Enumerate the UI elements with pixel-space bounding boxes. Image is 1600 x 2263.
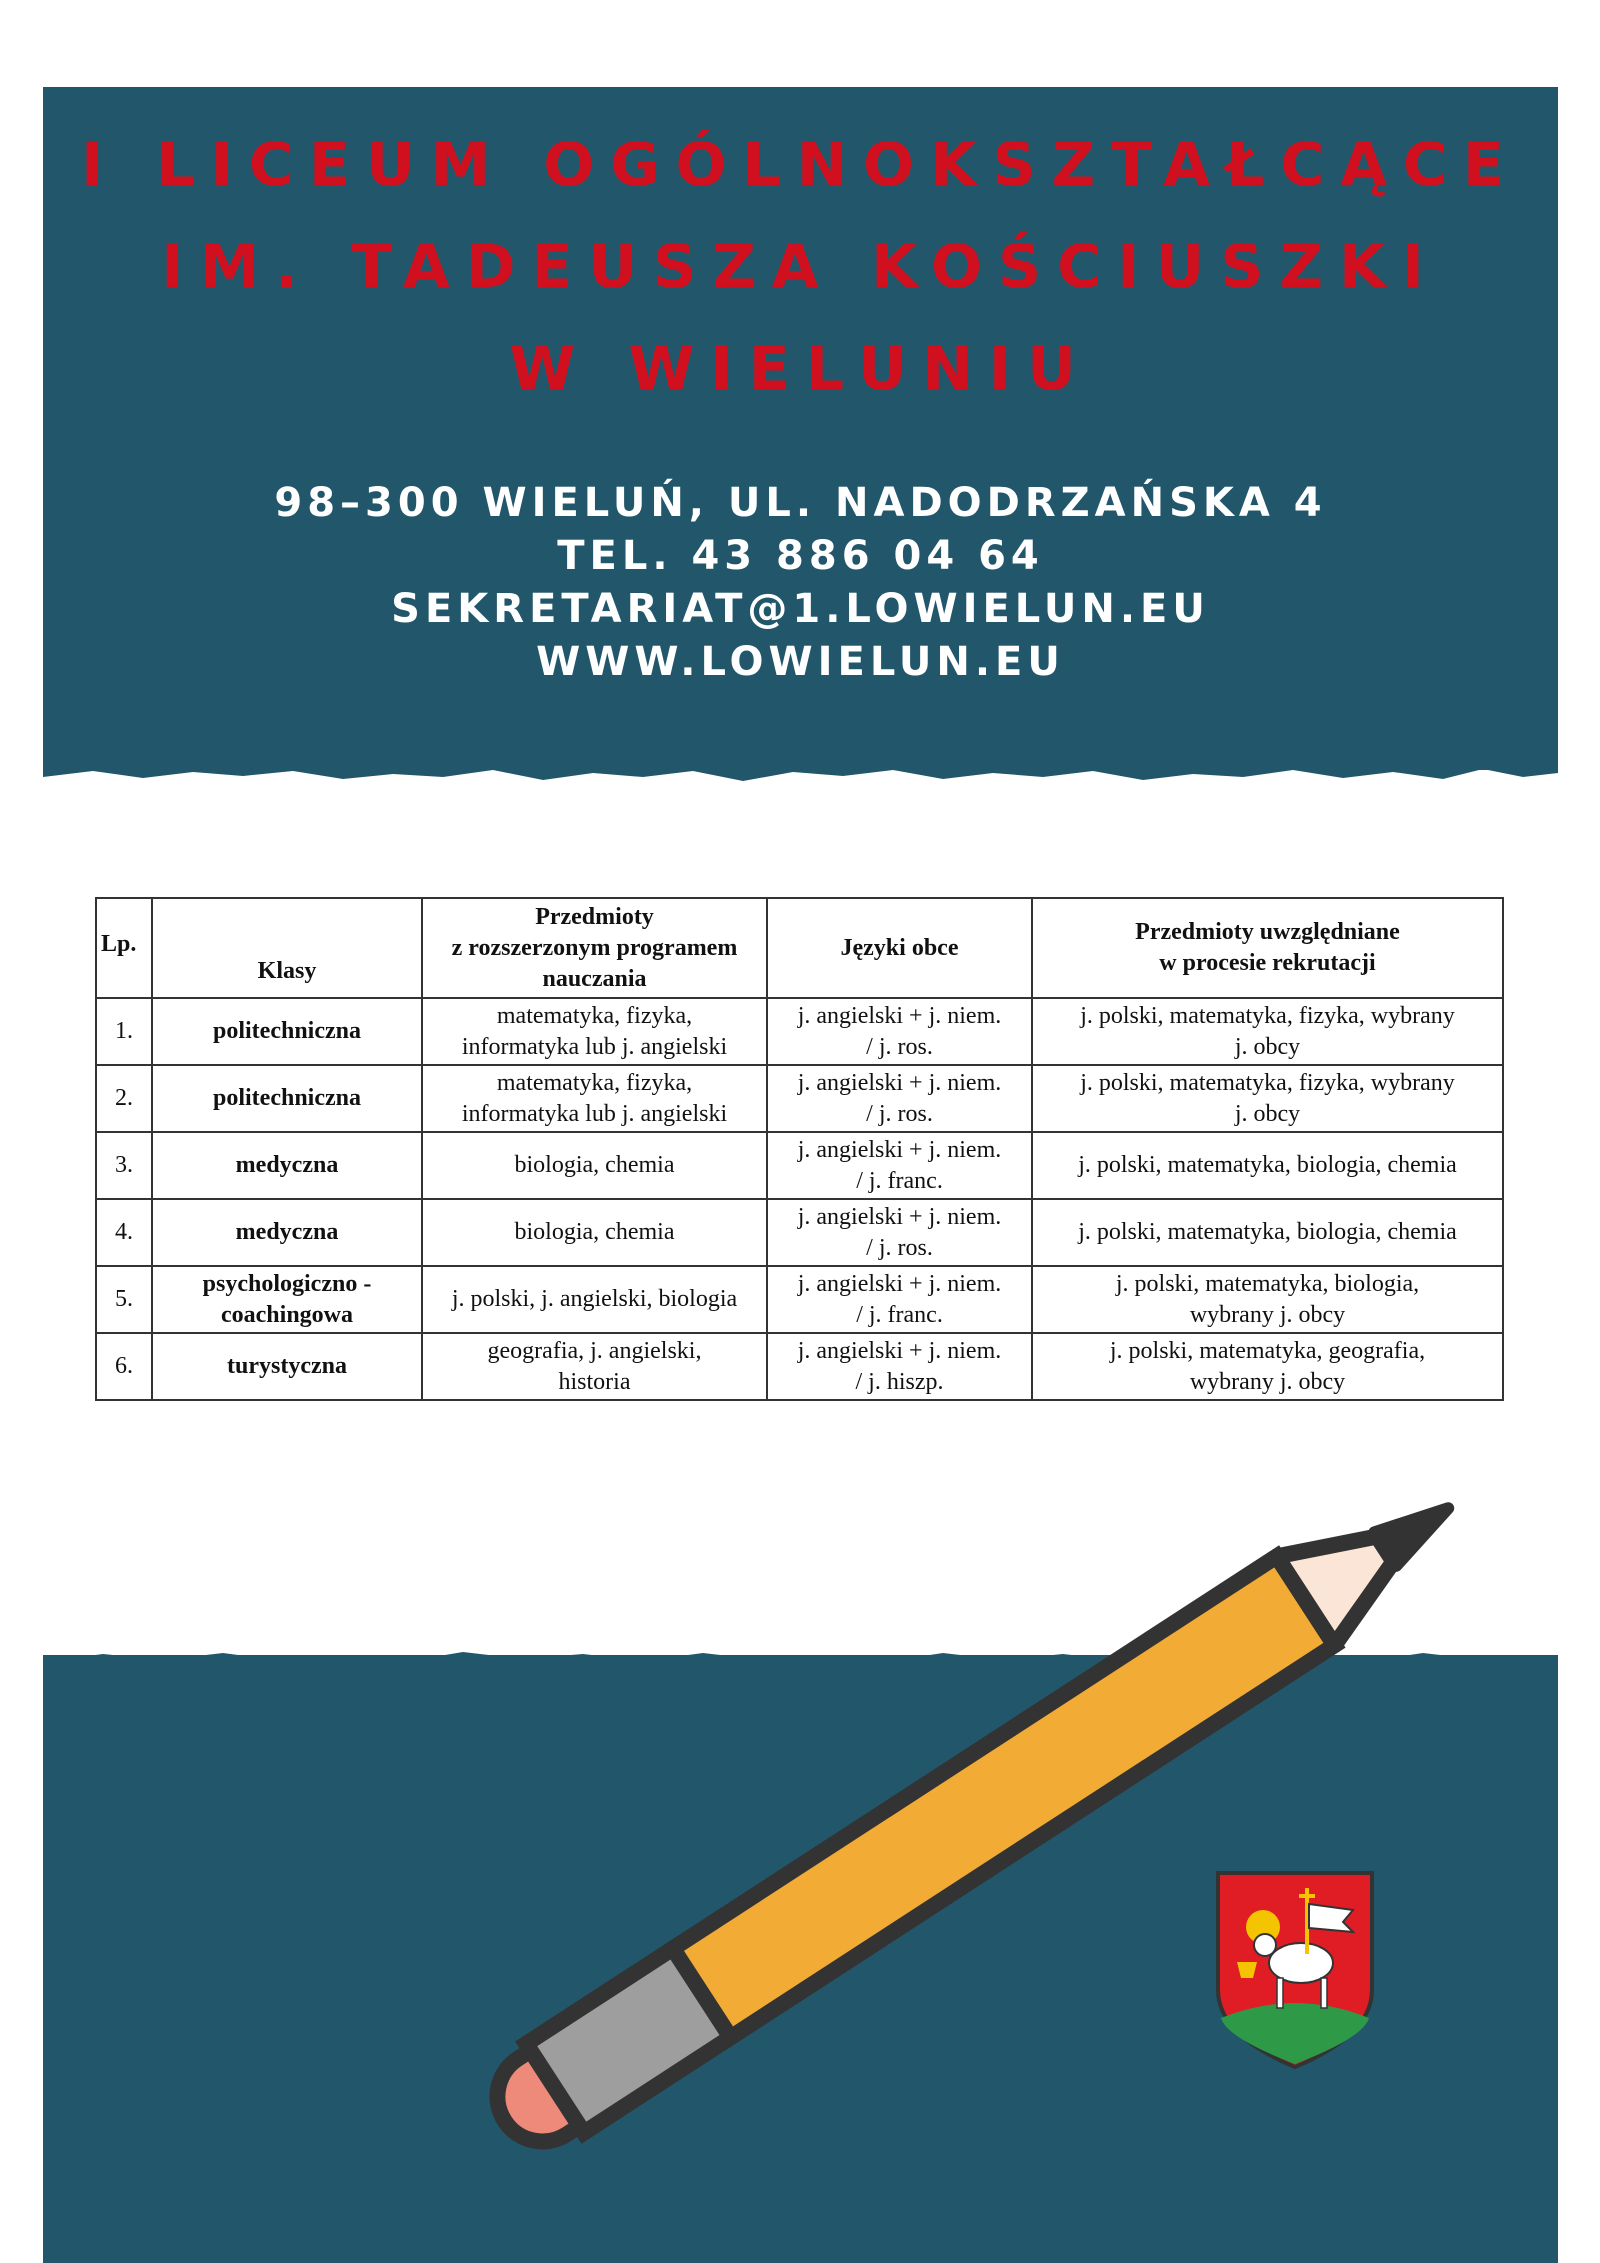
header-torn-edge [43, 755, 1558, 795]
rekrutacja-line: j. polski, matematyka, biologia, chemia [1078, 1152, 1457, 1178]
przedmioty-line: biologia, chemia [514, 1219, 675, 1245]
przedmioty-line: geografia, j. angielski, [487, 1337, 702, 1364]
table-header-row [96, 898, 1503, 998]
school-name-line-2: IM. TADEUSZA KOŚCIUSZKI [161, 232, 1440, 302]
klasa-line: coachingowa [221, 1301, 353, 1328]
rekrutacja-line: j. polski, matematyka, fizyka, wybrany [1080, 1069, 1455, 1096]
przedmioty-line: biologia, chemia [514, 1152, 675, 1178]
contact-phone: TEL. 43 886 04 64 [557, 533, 1044, 579]
header-przedmioty [422, 898, 767, 998]
jezyki-line: / j. ros. [866, 1100, 933, 1127]
cell-przedmioty [422, 1266, 767, 1333]
cell-rekrutacja [1032, 1266, 1503, 1333]
jezyki-line: / j. franc. [856, 1167, 943, 1194]
contact-website[interactable]: WWW.LOWIELUN.EU [536, 639, 1065, 685]
jezyki-line: j. angielski + j. niem. [797, 1002, 1002, 1029]
header-przedmioty-line: z rozszerzonym programem [451, 934, 738, 961]
rekrutacja-line: j. polski, matematyka, biologia, [1115, 1270, 1420, 1297]
cell-jezyki [767, 1266, 1032, 1333]
rekrutacja-line: wybrany j. obcy [1189, 1368, 1346, 1395]
klasa-line: politechniczna [213, 1018, 361, 1044]
table-row [96, 1065, 1503, 1132]
table-row [96, 1333, 1503, 1400]
cell-przedmioty [422, 1333, 767, 1400]
jezyki-line: j. angielski + j. niem. [797, 1069, 1002, 1096]
school-name-line-1: I LICEUM OGÓLNOKSZTAŁCĄCE [81, 130, 1520, 200]
cell-rekrutacja [1032, 1333, 1503, 1400]
rekrutacja-line: wybrany j. obcy [1189, 1301, 1346, 1328]
header-przedmioty-line: nauczania [542, 965, 647, 992]
contact-address: 98–300 WIELUŃ, UL. NADODRZAŃSKA 4 [274, 480, 1327, 526]
pencil-tip-shape [1374, 1491, 1459, 1565]
cell-przedmioty [422, 1199, 767, 1266]
header-jezyki: Języki obce [767, 898, 1032, 998]
cell-przedmioty [422, 1065, 767, 1132]
coat-of-arms-icon [1215, 1870, 1375, 2070]
pencil-icon [340, 1450, 1540, 2200]
table-row [96, 998, 1503, 1065]
jezyki-line: j. angielski + j. niem. [797, 1337, 1002, 1364]
header-rekrutacja-line: Przedmioty uwzględniane [1135, 919, 1400, 945]
cell-rekrutacja [1032, 998, 1503, 1065]
rekrutacja-line: j. polski, matematyka, biologia, chemia [1078, 1219, 1457, 1245]
jezyki-line: j. angielski + j. niem. [797, 1136, 1002, 1163]
header-przedmioty-line: Przedmioty [535, 903, 654, 930]
cell-lp: 4. [96, 1199, 152, 1266]
cell-lp: 6. [96, 1333, 152, 1400]
rekrutacja-line: j. polski, matematyka, fizyka, wybrany [1080, 1002, 1455, 1029]
header-rekrutacja-line: w procesie rekrutacji [1159, 950, 1376, 976]
cell-jezyki [767, 1333, 1032, 1400]
cell-klasa [152, 1266, 422, 1333]
cell-klasa [152, 998, 422, 1065]
rekrutacja-line: j. obcy [1234, 1033, 1301, 1060]
rekrutacja-line: j. polski, matematyka, geografia, [1109, 1337, 1426, 1364]
cell-rekrutacja [1032, 1199, 1503, 1266]
przedmioty-line: informatyka lub j. angielski [461, 1033, 728, 1060]
header-klasy: Klasy [152, 898, 422, 998]
header-lp: Lp. [96, 898, 152, 998]
school-name-line-3: W WIELUNIU [509, 334, 1092, 404]
jezyki-line: j. angielski + j. niem. [797, 1270, 1002, 1297]
table-row [96, 1266, 1503, 1333]
klasa-line: turystyczna [227, 1353, 347, 1379]
cell-przedmioty [422, 998, 767, 1065]
cell-jezyki [767, 998, 1032, 1065]
cell-klasa [152, 1065, 422, 1132]
cell-jezyki [767, 1199, 1032, 1266]
cell-klasa [152, 1132, 422, 1199]
przedmioty-line: matematyka, fizyka, [496, 1002, 693, 1029]
klasa-line: politechniczna [213, 1085, 361, 1111]
cell-jezyki [767, 1132, 1032, 1199]
table-row [96, 1199, 1503, 1266]
contact-email[interactable]: SEKRETARIAT@1.LOWIELUN.EU [391, 586, 1210, 632]
cell-rekrutacja [1032, 1132, 1503, 1199]
jezyki-line: j. angielski + j. niem. [797, 1203, 1002, 1230]
classes-table [95, 897, 1504, 1401]
cell-klasa [152, 1199, 422, 1266]
table-row [96, 1132, 1503, 1199]
cell-klasa [152, 1333, 422, 1400]
jezyki-line: / j. ros. [866, 1033, 933, 1060]
klasa-line: medyczna [235, 1219, 339, 1245]
rekrutacja-line: j. obcy [1234, 1100, 1301, 1127]
klasa-line: medyczna [235, 1152, 339, 1178]
cell-rekrutacja [1032, 1065, 1503, 1132]
przedmioty-line: historia [558, 1368, 631, 1395]
jezyki-line: / j. ros. [866, 1234, 933, 1261]
przedmioty-line: informatyka lub j. angielski [461, 1100, 728, 1127]
cell-lp: 2. [96, 1065, 152, 1132]
cell-lp: 5. [96, 1266, 152, 1333]
jezyki-line: / j. hiszp. [855, 1368, 944, 1395]
cell-lp: 3. [96, 1132, 152, 1199]
cell-lp: 1. [96, 998, 152, 1065]
cell-jezyki [767, 1065, 1032, 1132]
przedmioty-line: matematyka, fizyka, [496, 1069, 693, 1096]
header-rekrutacja [1032, 898, 1503, 998]
klasa-line: psychologiczno - [202, 1270, 372, 1297]
jezyki-line: / j. franc. [856, 1301, 943, 1328]
przedmioty-line: j. polski, j. angielski, biologia [451, 1286, 738, 1312]
cell-przedmioty [422, 1132, 767, 1199]
